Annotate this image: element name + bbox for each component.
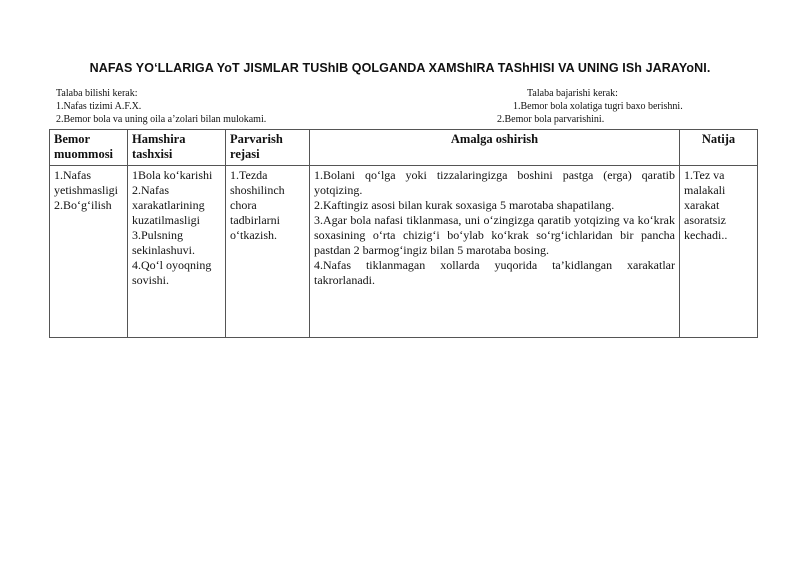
- table-header-row: [50, 130, 758, 166]
- student-does-item-2: 2.Bemor bola parvarishini.: [497, 114, 605, 125]
- student-does-heading: Talaba bajarishi kerak:: [527, 88, 618, 99]
- diagnosis-item: 3.Pulsning sekinlashuvi.: [132, 228, 195, 257]
- cell-nurse-diagnosis: [128, 166, 226, 338]
- diagnosis-item: 4.Qo‘l oyoqning sovishi.: [132, 258, 212, 287]
- cell-implementation: [310, 166, 680, 338]
- implementation-step: 3.Agar bola nafasi tiklanmasa, uni o‘zingizga qaratib yotqizing va ko‘krak soxasining o‘rta chizig‘i bo‘ylab ko‘krak so‘rg‘ichlaridan bir pancha pastdan 2 barmog‘ingiz bilan 5 marotaba bosing.: [314, 213, 675, 257]
- problem-item: 2.Bo‘g‘ilish: [54, 198, 112, 212]
- implementation-step: 2.Kaftingiz asosi bilan kurak soxasiga 5 marotaba shapatilang.: [314, 198, 615, 212]
- student-does-item-1: 1.Bemor bola xolatiga tugri baxo berishni.: [513, 101, 683, 112]
- page-title: NAFAS YO‘LLARIGA YoT JISMLAR TUShIB QOLGANDA XAMShIRA TAShHISI VA UNING ISh JARAYoNI.: [89, 61, 711, 75]
- cell-patient-problem: [50, 166, 128, 338]
- cell-care-plan: [226, 166, 310, 338]
- header-nurse-diagnosis: Hamshira tashxisi: [128, 130, 226, 166]
- plan-item: 1.Tezda shoshilinch chora tadbirlarni o‘tkazish.: [230, 168, 285, 242]
- diagnosis-item: 1Bola ko‘karishi: [132, 168, 213, 182]
- cell-result: [680, 166, 758, 338]
- header-result: Natija: [680, 130, 758, 166]
- diagnosis-item: 2.Nafas xarakatlarining kuzatilmasligi: [132, 183, 205, 227]
- student-knows-item-1: 1.Nafas tizimi A.F.X.: [56, 101, 142, 112]
- student-knows-item-2: 2.Bemor bola va uning oila a’zolari bilan mulokami.: [56, 114, 267, 125]
- implementation-step: 1.Bolani qo‘lga yoki tizzalaringizga boshini pastga (erga) qaratib yotqizing.: [314, 168, 675, 197]
- table-row: [50, 166, 758, 338]
- implementation-step: 4.Nafas tiklanmagan xollarda yuqorida ta’kidlangan xarakatlar takrorlanadi.: [314, 258, 675, 287]
- header-implementation: Amalga oshirish: [310, 130, 680, 166]
- problem-item: 1.Nafas yetishmasligi: [54, 168, 118, 197]
- header-patient-problem: Bemor muommosi: [50, 130, 128, 166]
- student-knows-heading: Talaba bilishi kerak:: [56, 88, 138, 99]
- result-item: 1.Tez va malakali xarakat asoratsiz kechadi..: [684, 168, 728, 242]
- header-care-plan: Parvarish rejasi: [226, 130, 310, 166]
- nursing-process-table: [49, 129, 758, 338]
